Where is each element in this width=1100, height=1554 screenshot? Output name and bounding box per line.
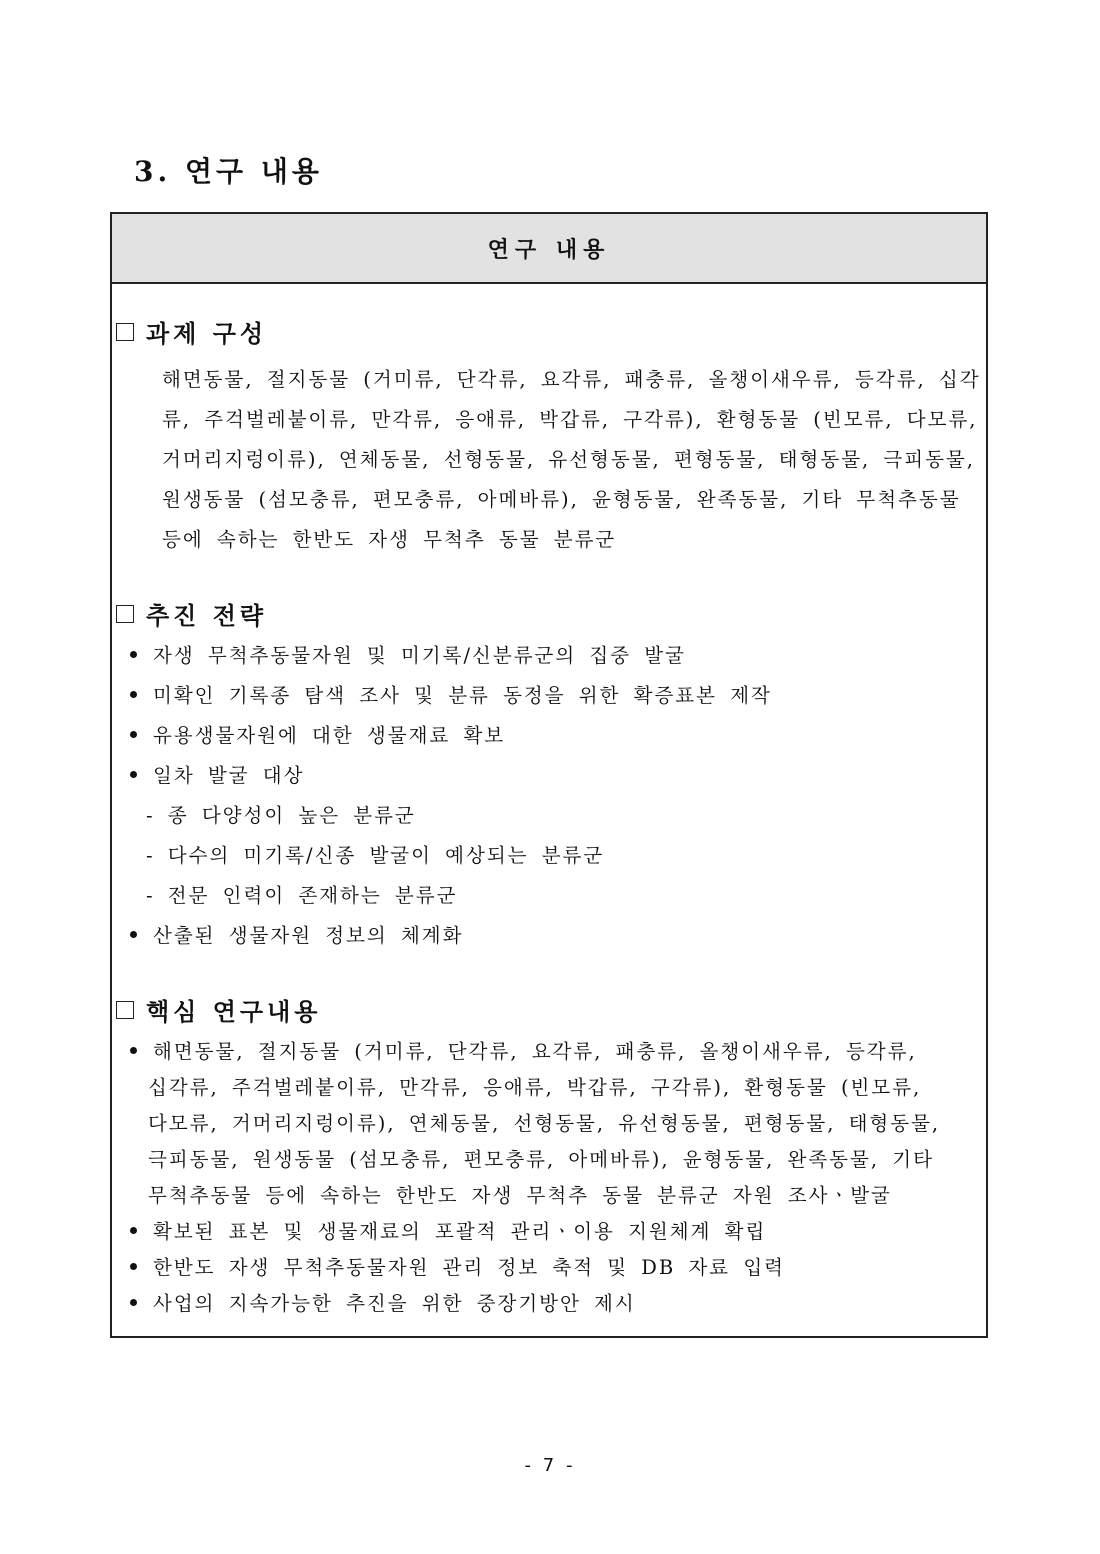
strategy-item: 산출된 생물자원 정보의 체계화	[130, 920, 463, 948]
composition-heading-text: 과제 구성	[146, 319, 268, 348]
composition-line: 등에 속하는 한반도 자생 무척추 동물 분류군	[162, 528, 617, 551]
bullet-icon	[130, 1047, 137, 1054]
strategy-sub-item: - 전문 인력이 존재하는 분류군	[146, 884, 458, 907]
strategy-sub-item: - 종 다양성이 높은 분류군	[146, 804, 416, 827]
section-title: 3. 연구 내용	[134, 155, 323, 188]
composition-line: 해면동물, 절지동물 (거미류, 단각류, 요각류, 패충류, 올챙이새우류, 등각류, 십각	[162, 368, 981, 391]
bullet-icon	[130, 931, 137, 938]
core-item-continuation: 다모류, 거머리지렁이류), 연체동물, 선형동물, 유선형동물, 편형동물, 태형동물,	[148, 1112, 941, 1135]
strategy-item: 미확인 기록종 탐색 조사 및 분류 동정을 위한 확증표본 제작	[130, 680, 772, 708]
core-heading	[116, 992, 321, 1027]
bullet-icon	[130, 731, 137, 738]
core-heading-text: 핵심 연구내용	[146, 997, 322, 1026]
checkbox-square-icon	[116, 1001, 134, 1019]
strategy-heading	[116, 596, 267, 631]
strategy-heading-text: 추진 전략	[146, 601, 268, 630]
strategy-item: 유용생물자원에 대한 생물재료 확보	[130, 720, 505, 748]
core-item-continuation: 극피동물, 원생동물 (섬모충류, 편모충류, 아메바류), 윤형동물, 완족동물, 기타	[148, 1148, 934, 1171]
bullet-icon	[130, 651, 137, 658]
bullet-icon	[130, 1299, 137, 1306]
core-item-continuation: 십각류, 주걱벌레붙이류, 만각류, 응애류, 박갑류, 구각류), 환형동물 (빈모류,	[148, 1076, 922, 1099]
core-item: 사업의 지속가능한 추진을 위한 중장기방안 제시	[130, 1288, 636, 1316]
checkbox-square-icon	[116, 605, 134, 623]
research-content-box	[110, 212, 988, 1338]
core-item: 확보된 표본 및 생물재료의 포괄적 관리ㆍ이용 지원체계 확립	[130, 1216, 766, 1244]
composition-line: 거머리지렁이류), 연체동물, 선형동물, 유선형동물, 편형동물, 태형동물, 극피동물,	[162, 448, 975, 471]
box-header: 연구 내용	[112, 214, 986, 284]
composition-heading	[116, 314, 267, 349]
checkbox-square-icon	[116, 323, 134, 341]
page-number: - 7 -	[524, 1455, 576, 1476]
bullet-icon	[130, 1227, 137, 1234]
composition-line: 류, 주걱벌레붙이류, 만각류, 응애류, 박갑류, 구각류), 환형동물 (빈모류, 다모류,	[162, 408, 978, 431]
composition-line: 원생동물 (섬모충류, 편모충류, 아메바류), 윤형동물, 완족동물, 기타 무척추동물	[162, 488, 961, 511]
bullet-icon	[130, 771, 137, 778]
strategy-item: 자생 무척추동물자원 및 미기록/신분류군의 집중 발굴	[130, 640, 686, 668]
bullet-icon	[130, 1263, 137, 1270]
bullet-icon	[130, 691, 137, 698]
core-item: 한반도 자생 무척추동물자원 관리 정보 축적 및 DB 자료 입력	[130, 1252, 785, 1280]
strategy-sub-item: - 다수의 미기록/신종 발굴이 예상되는 분류군	[146, 844, 605, 867]
strategy-item: 일차 발굴 대상	[130, 760, 304, 788]
core-item: 해면동물, 절지동물 (거미류, 단각류, 요각류, 패충류, 올챙이새우류, 등각류,	[130, 1036, 917, 1064]
core-item-continuation: 무척추동물 등에 속하는 한반도 자생 무척추 동물 분류군 자원 조사ㆍ발굴	[148, 1184, 892, 1207]
